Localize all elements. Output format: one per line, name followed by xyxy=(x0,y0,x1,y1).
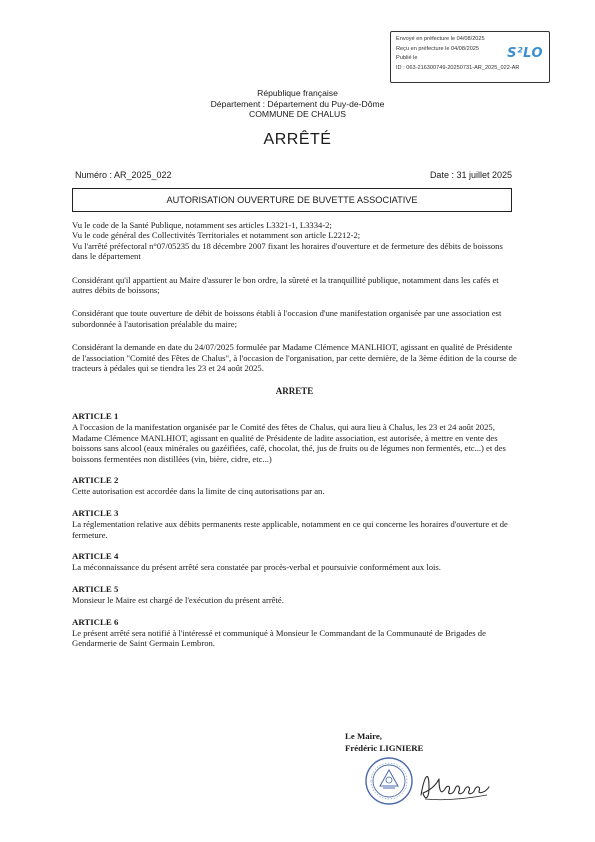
considerant: Considérant qu'il appartient au Maire d'assurer le bon ordre, la sûreté et la tranquillité publique, notamment dans les cafés et autres débits de boissons; xyxy=(72,274,499,296)
signer-name: Frédéric LIGNIERE xyxy=(345,742,424,753)
article xyxy=(72,411,517,464)
republic-line: République française xyxy=(257,88,338,98)
commune-line: COMMUNE DE CHALUS xyxy=(249,109,346,119)
stamp-received-date: Reçu en préfecture le 04/08/2025 xyxy=(396,45,480,52)
visa: Vu le code de la Santé Publique, notamment ses articles L3321-1, L3334-2; xyxy=(72,220,332,230)
article-heading: ARTICLE 3 xyxy=(72,507,119,518)
article-text: La réglementation relative aux débits permanents reste applicable, notamment en ce qui concerne les horaires d'ouverture et de fermeture. xyxy=(72,519,508,540)
subject-box: AUTORISATION OUVERTURE DE BUVETTE ASSOCIATIVE xyxy=(72,188,512,212)
article-text: Cette autorisation est accordée dans la limite de cinq autorisations par an. xyxy=(72,486,325,497)
article xyxy=(72,617,517,649)
article-text: Le présent arrêté sera notifié à l'intéressé et communiqué à Monsieur le Commandant de la Communauté de Brigades de Gendarmerie de Saint Germain Lembron. xyxy=(72,627,486,649)
transmission-stamp xyxy=(390,31,550,83)
stamp-published: Publié le xyxy=(396,55,418,62)
department-line: Département : Département du Puy-de-Dôme xyxy=(210,98,385,109)
article-text: Monsieur le Maire est chargé de l'exécution du présent arrêté. xyxy=(72,595,284,606)
arrete-heading: ARRETE xyxy=(275,386,314,397)
document-header xyxy=(0,88,595,120)
visa: Vu le code général des Collectivités Territoriales et notamment son article L2212-2; xyxy=(72,230,361,241)
signer-role: Le Maire, xyxy=(345,731,382,741)
handwritten-signature-icon xyxy=(415,765,495,805)
article xyxy=(72,584,517,606)
article-heading: ARTICLE 5 xyxy=(72,583,119,594)
visa: Vu l'arrêté préfectoral n°07/05235 du 18 décembre 2007 fixant les horaires d'ouverture et de fermeture des débits de boissons dans le département xyxy=(72,240,503,262)
article xyxy=(72,508,517,540)
page-title: ARRÊTÉ xyxy=(263,131,332,148)
arrete-date: Date : 31 juillet 2025 xyxy=(429,170,512,180)
considerant: Considérant la demande en date du 24/07/2025 formulée par Madame Clémence MANLHIOT, agissant en qualité de Présidente de l'association "Comité des Fêtes de Chalus", à l'occasion de l'organisation, par cette dernière, de la 3ème édition de la course de tracteurs à pédales qui se tiendra les 23 et 24 août 2025. xyxy=(72,342,517,374)
stamp-sent-date: Envoyé en préfecture le 04/08/2025 xyxy=(396,36,485,42)
signature-block xyxy=(345,731,423,754)
article-text: La méconnaissance du présent arrêté sera constatée par procès-verbal et poursuivie conformément aux lois. xyxy=(72,562,441,573)
article-text: A l'occasion de la manifestation organisée par le Comité des fêtes de Chalus, qui aura lieu à Chalus, les 23 et 24 août 2025, Madame Clémence MANLHIOT, agissant en qualité de Présidente de ladite association, est autorisée, à mettre en vente des boissons sans alcool (eaux minérales ou gazéifiées, café, chocolat, thé, jus de fruits ou de légumes non fermentés, etc...) et des boissons fermentées non distillées (vin, bière, cidre, etc...) xyxy=(72,422,506,464)
article-heading: ARTICLE 2 xyxy=(72,474,119,485)
visas-block xyxy=(72,220,517,262)
arrete-number: Numéro : AR_2025_022 xyxy=(75,170,172,180)
slo-logo: S²LO xyxy=(507,46,543,61)
article xyxy=(72,475,517,497)
mairie-seal-icon xyxy=(363,755,415,807)
article-heading: ARTICLE 4 xyxy=(72,550,119,561)
document-body xyxy=(72,220,517,660)
article-heading: ARTICLE 6 xyxy=(72,616,119,627)
article-heading: ARTICLE 1 xyxy=(72,410,119,421)
considerant: Considérant que toute ouverture de débit de boissons établi à l'occasion d'une manifestation organisée par une association est subordonnée à l'autorisation préalable du maire; xyxy=(72,308,502,329)
stamp-id: ID : 063-216300749-20250731-AR_2025_022-AR xyxy=(396,64,520,71)
article xyxy=(72,551,517,573)
